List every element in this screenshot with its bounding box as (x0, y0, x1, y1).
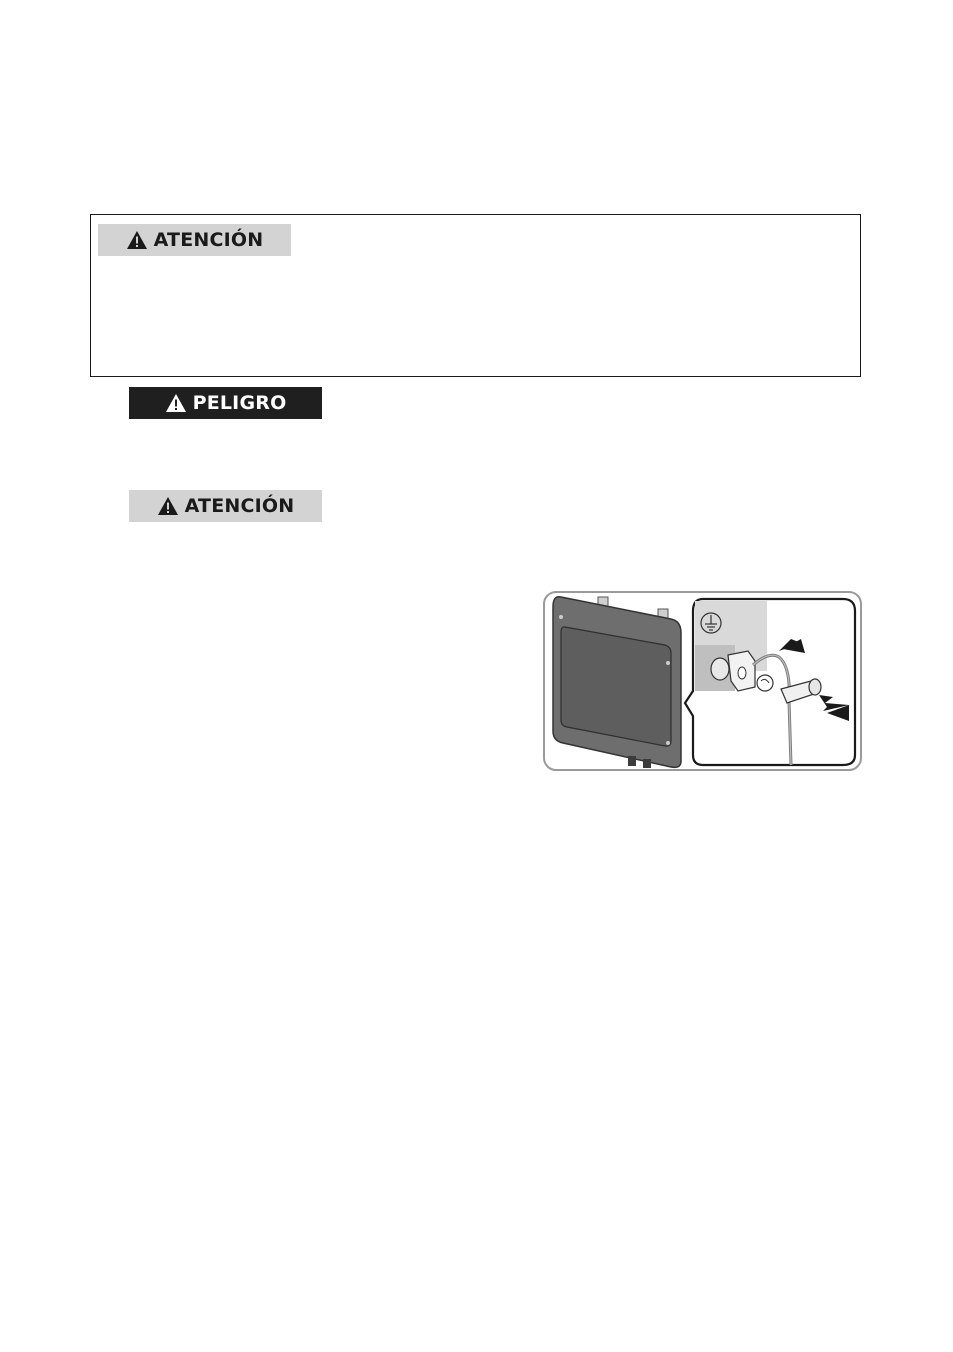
grounding-connection-illustration (543, 591, 862, 771)
caution-label-text: ATENCIÓN (153, 229, 264, 251)
caution-label (98, 224, 291, 256)
danger-label (129, 387, 322, 419)
caution-label-text: ATENCIÓN (184, 495, 295, 517)
caution-label (129, 490, 322, 522)
device-enclosure (553, 597, 681, 768)
warning-triangle-icon (157, 496, 179, 516)
danger-label-text: PELIGRO (192, 392, 287, 414)
warning-triangle-icon (126, 230, 148, 250)
warning-triangle-icon (165, 393, 187, 413)
detail-callout (685, 599, 855, 765)
